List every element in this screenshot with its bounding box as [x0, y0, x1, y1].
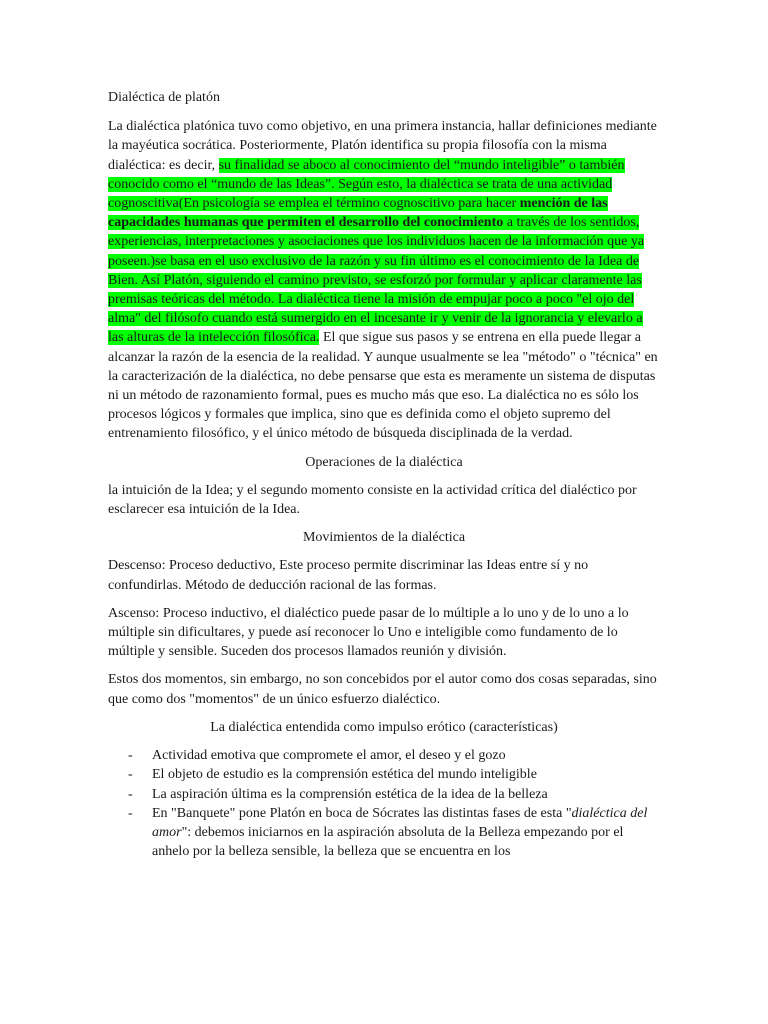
intro-text-start: La dialéctica platónica tuvo como objetivo, en una primera instancia, hallar definiciones mediante la mayéutica socrática. Posteriormente, Platón identifica su propia filosofía con la misma dialéctica: es decir, — [108, 119, 657, 173]
list-item-text: Actividad emotiva que compromete el amor, el deseo y el gozo — [152, 748, 506, 764]
list-dash: - — [128, 805, 133, 821]
list-item-text: El objeto de estudio es la comprensión estética del mundo inteligible — [152, 767, 537, 783]
document-title: Dialéctica de platón — [108, 90, 220, 105]
list-item — [108, 804, 660, 862]
highlighted-text-1: su finalidad se aboco al conocimiento del “mundo inteligible” o también conocido como el “mundo de las Ideas”. Según esto, la dialéctica se trata de una actividad cognoscitiva(En psicología se emplea el término cognoscitivo para hacer — [108, 157, 625, 212]
list-dash: - — [128, 767, 133, 783]
intro-text-end: El que sigue sus pasos y se entrena en ella puede llegar a alcanzar la razón de la esencia de la realidad. Y aunque usualmente se lea "método" o "técnica" en la caracterización de la dialéctica, no debe pensarse que esta es meramente un sistema de disputas ni un método de razonamiento formal, pues es mucho más que eso. La dialéctica no es sólo los procesos lógicos y formales que implica, sino que es definida como el objeto supremo del entrenamiento filosófico, y el único método de búsqueda disciplinada de la verdad. — [108, 330, 658, 442]
list-item-text-start: En "Banquete" pone Platón en boca de Sócrates las distintas fases de esta " — [152, 805, 572, 821]
list-dash: - — [128, 786, 133, 802]
bold-definition: mención de las capacidades humanas que permiten el desarrollo del conocimiento — [108, 196, 608, 231]
operaciones-paragraph: la intuición de la Idea; y el segundo momento consiste en la actividad crítica del dialéctico por esclarecer esa intuición de la Idea. — [108, 482, 637, 518]
list-item — [108, 785, 660, 804]
list-item-text-end: ": debemos iniciarnos en la aspiración absoluta de la Belleza empezando por el anhelo por la belleza sensible, la belleza que se encuentra en los — [152, 824, 624, 860]
heading-operaciones: Operaciones de la dialéctica — [305, 454, 463, 470]
list-item-text: La aspiración última es la comprensión estética de la idea de la belleza — [152, 786, 548, 802]
descenso-paragraph: Descenso: Proceso deductivo, Este proceso permite discriminar las Ideas entre sí y no confundirlas. Método de deducción racional de las formas. — [108, 558, 589, 593]
document-page — [108, 88, 660, 861]
characteristics-list — [108, 746, 660, 861]
list-item-italic: dialéctica del amor — [152, 805, 648, 840]
momentos-paragraph: Estos dos momentos, sin embargo, no son concebidos por el autor como dos cosas separadas, sino que como dos "momentos" de un único esfuerzo dialéctico. — [108, 672, 657, 707]
intro-paragraph — [108, 117, 660, 443]
list-item — [108, 746, 660, 765]
ascenso-paragraph: Ascenso: Proceso inductivo, el dialéctico puede pasar de lo múltiple a lo uno y de lo uno a lo múltiple sin dificultares, y puede así reconocer lo Uno e inteligible como fundamento de lo múltiple y sensible. Suceden dos procesos llamados reunión y división. — [108, 605, 629, 660]
highlighted-text-2: a través de los sentidos, experiencias, interpretaciones y asociaciones que los individuos hacen de la información que ya poseen.)se basa en el uso exclusivo de la razón y su fin último es el conocimiento de la Idea de Bien. Así Platón, siguiendo el camino previsto, se esforzó por formular y aplicar claramente las premisas teóricas del método. La dialéctica tiene la misión de empujar poco a poco "el ojo del alma" del filósofo cuando está sumergido en el incesante ir y venir de la ignorancia y elevarlo a las alturas de la intelección filosófica. — [108, 215, 645, 346]
list-item — [108, 765, 660, 784]
heading-impulso: La dialéctica entendida como impulso erótico (características) — [210, 719, 558, 735]
heading-movimientos: Movimientos de la dialéctica — [302, 530, 466, 546]
list-dash: - — [128, 748, 133, 764]
